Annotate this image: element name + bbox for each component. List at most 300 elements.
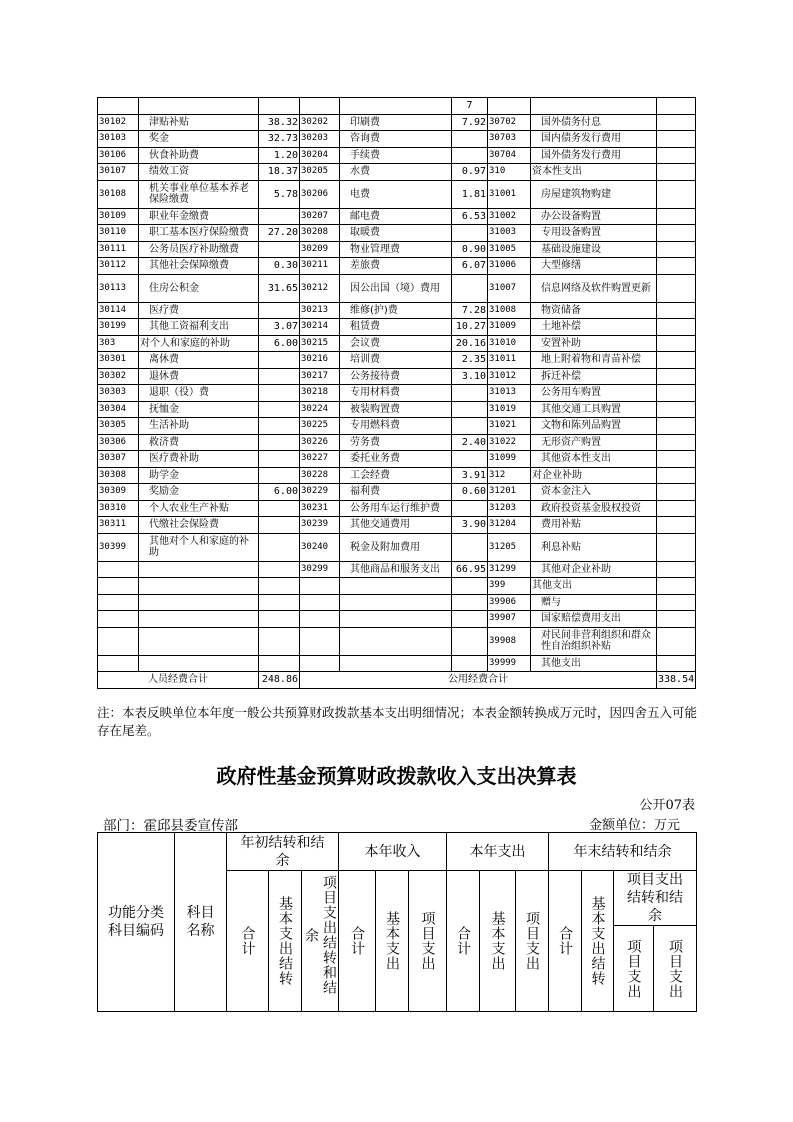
econ-name-cell: 利息补贴 [531, 533, 657, 561]
amount-cell [657, 484, 696, 501]
econ-name-cell: 土地补偿 [531, 319, 657, 336]
amount-cell [657, 561, 696, 578]
econ-code-cell: 30207 [300, 208, 340, 225]
econ-code-cell [300, 627, 340, 655]
amount-cell: 32.73 [259, 131, 300, 148]
econ-code-cell: 30302 [98, 368, 139, 385]
public-total-value: 338.54 [657, 672, 696, 689]
amount-cell: 6.07 [452, 258, 488, 275]
econ-name-cell: 基础设施建设 [531, 241, 657, 258]
econ-name-cell: 维修(护)费 [340, 302, 452, 319]
econ-name-cell: 劳务费 [340, 434, 452, 451]
econ-code-cell: 30227 [300, 451, 340, 468]
amount-cell [657, 208, 696, 225]
econ-code-cell: 31299 [488, 561, 531, 578]
amount-cell [452, 225, 488, 242]
amount-cell [657, 302, 696, 319]
econ-name-cell: 伙食补助费 [139, 147, 259, 164]
econ-name-cell [340, 578, 452, 595]
econ-code-cell: 30106 [98, 147, 139, 164]
econ-code-cell: 30205 [300, 164, 340, 181]
econ-code-cell: 31205 [488, 533, 531, 561]
econ-code-cell: 39906 [488, 594, 531, 611]
amount-cell [657, 451, 696, 468]
amount-cell [657, 98, 696, 115]
econ-name-cell: 手续费 [340, 147, 452, 164]
econ-name-cell: 政府投资基金股权投资 [531, 500, 657, 517]
header-expenditure-project: 项目支出 [524, 911, 541, 971]
header-opening-basic: 基本支出结转 [277, 896, 293, 986]
amount-cell [452, 533, 488, 561]
econ-code-cell: 30231 [300, 500, 340, 517]
econ-code-cell: 39999 [488, 655, 531, 672]
econ-code-cell [98, 561, 139, 578]
econ-code-cell: 30108 [98, 180, 139, 208]
econ-name-cell [139, 627, 259, 655]
amount-cell [657, 131, 696, 148]
econ-name-cell: 会议费 [340, 335, 452, 352]
amount-cell: 10.27 [452, 319, 488, 336]
econ-name-cell: 公务接待费 [340, 368, 452, 385]
amount-cell: 7 [452, 98, 488, 115]
econ-name-cell: 资本金注入 [531, 484, 657, 501]
econ-name-cell: 退职（役）费 [139, 385, 259, 402]
econ-code-cell [300, 578, 340, 595]
econ-code-cell: 31010 [488, 335, 531, 352]
amount-cell [452, 418, 488, 435]
table-row [98, 418, 696, 435]
econ-name-cell: 离休费 [139, 352, 259, 369]
table-row [98, 352, 696, 369]
econ-name-cell: 国外债务付息 [531, 114, 657, 131]
econ-code-cell: 31201 [488, 484, 531, 501]
econ-code-cell: 30306 [98, 434, 139, 451]
table-row [98, 578, 696, 595]
econ-name-cell: 电费 [340, 180, 452, 208]
econ-name-cell: 专用材料费 [340, 385, 452, 402]
amount-cell [657, 418, 696, 435]
econ-code-cell: 30299 [300, 561, 340, 578]
econ-code-cell [300, 655, 340, 672]
department-label: 部门：霍邱县委宣传部 [103, 818, 238, 834]
econ-name-cell: 物资储备 [531, 302, 657, 319]
econ-name-cell: 专用设备购置 [531, 225, 657, 242]
econ-name-cell: 绩效工资 [139, 164, 259, 181]
amount-cell: 31.65 [259, 274, 300, 302]
econ-name-cell: 住房公积金 [139, 274, 259, 302]
table-row [98, 335, 696, 352]
econ-name-cell: 税金及附加费用 [340, 533, 452, 561]
amount-cell [657, 611, 696, 628]
header-income-total: 合计 [349, 926, 366, 956]
econ-code-cell: 30702 [488, 114, 531, 131]
econ-code-cell: 30307 [98, 451, 139, 468]
econ-name-cell: 国家赔偿费用支出 [531, 611, 657, 628]
amount-cell: 38.32 [259, 114, 300, 131]
header-closing-project-1: 项目支出 [625, 938, 642, 999]
econ-name-cell: 培训费 [340, 352, 452, 369]
econ-name-cell: 资本性支出 [531, 164, 657, 181]
econ-name-cell: 生活补助 [139, 418, 259, 435]
econ-code-cell: 30208 [300, 225, 340, 242]
econ-name-cell: 其他支出 [531, 578, 657, 595]
econ-code-cell: 31099 [488, 451, 531, 468]
econ-name-cell: 邮电费 [340, 208, 452, 225]
amount-cell [657, 335, 696, 352]
econ-code-cell: 30225 [300, 418, 340, 435]
amount-cell: 6.00 [259, 484, 300, 501]
amount-cell: 0.60 [452, 484, 488, 501]
econ-code-cell: 31013 [488, 385, 531, 402]
personnel-total-label: 人员经费合计 [98, 672, 259, 689]
econ-name-cell: 因公出国（境）费用 [340, 274, 452, 302]
econ-code-cell: 30239 [300, 517, 340, 534]
table-row [98, 611, 696, 628]
econ-name-cell: 公务员医疗补助缴费 [139, 241, 259, 258]
amount-cell [657, 594, 696, 611]
econ-name-cell: 拆迁补偿 [531, 368, 657, 385]
econ-code-cell: 30229 [300, 484, 340, 501]
econ-code-cell [98, 578, 139, 595]
table-row [98, 319, 696, 336]
amount-cell [452, 594, 488, 611]
econ-code-cell: 30228 [300, 467, 340, 484]
amount-cell: 0.30 [259, 258, 300, 275]
table-row [98, 561, 696, 578]
econ-code-cell [488, 98, 531, 115]
econ-name-cell: 办公设备购置 [531, 208, 657, 225]
econ-code-cell: 31204 [488, 517, 531, 534]
amount-cell [657, 274, 696, 302]
page-title: 政府性基金预算财政拨款收入支出决算表 [216, 764, 577, 788]
amount-cell [657, 368, 696, 385]
econ-name-cell: 咨询费 [340, 131, 452, 148]
table-row [98, 302, 696, 319]
amount-cell [259, 451, 300, 468]
header-closing-total: 合计 [557, 926, 574, 956]
econ-name-cell: 其他对企业补助 [531, 561, 657, 578]
econ-code-cell: 30301 [98, 352, 139, 369]
table-row [98, 180, 696, 208]
amount-cell [657, 467, 696, 484]
econ-code-cell [300, 594, 340, 611]
header-opening-balance: 年初结转和结余 [240, 834, 325, 869]
econ-code-cell: 30240 [300, 533, 340, 561]
amount-cell [259, 241, 300, 258]
econ-code-cell [300, 611, 340, 628]
table-row [98, 274, 696, 302]
amount-cell [657, 578, 696, 595]
amount-cell [259, 368, 300, 385]
econ-name-cell [139, 594, 259, 611]
header-closing-balance: 年末结转和结余 [549, 833, 697, 871]
amount-cell [259, 611, 300, 628]
econ-code-cell: 30202 [300, 114, 340, 131]
amount-cell: 66.95 [452, 561, 488, 578]
table-row [98, 500, 696, 517]
amount-cell [657, 627, 696, 655]
econ-name-cell: 房屋建筑物购建 [531, 180, 657, 208]
table-row [98, 225, 696, 242]
econ-name-cell [340, 655, 452, 672]
header-opening-project: 项目支出结转和结余 [303, 875, 337, 995]
econ-code-cell: 30212 [300, 274, 340, 302]
econ-code-cell: 30399 [98, 533, 139, 561]
econ-code-cell: 31008 [488, 302, 531, 319]
econ-name-cell [139, 561, 259, 578]
econ-name-cell: 职工基本医疗保险缴费 [139, 225, 259, 242]
econ-name-cell: 国外债务发行费用 [531, 147, 657, 164]
econ-code-cell: 30217 [300, 368, 340, 385]
amount-cell: 3.10 [452, 368, 488, 385]
econ-name-cell: 个人农业生产补贴 [139, 500, 259, 517]
amount-cell: 2.35 [452, 352, 488, 369]
amount-cell [259, 655, 300, 672]
amount-cell: 27.20 [259, 225, 300, 242]
econ-name-cell: 其他工资福利支出 [139, 319, 259, 336]
econ-code-cell: 30311 [98, 517, 139, 534]
econ-name-cell: 被装购置费 [340, 401, 452, 418]
table-row [98, 241, 696, 258]
econ-code-cell: 30114 [98, 302, 139, 319]
econ-name-cell: 水费 [340, 164, 452, 181]
econ-name-cell [340, 594, 452, 611]
econ-name-cell: 奖金 [139, 131, 259, 148]
table-row [98, 517, 696, 534]
amount-cell [259, 352, 300, 369]
econ-name-cell: 奖励金 [139, 484, 259, 501]
amount-cell [259, 418, 300, 435]
econ-code-cell: 399 [488, 578, 531, 595]
econ-name-cell: 医疗费 [139, 302, 259, 319]
amount-cell: 6.00 [259, 335, 300, 352]
econ-code-cell: 31011 [488, 352, 531, 369]
econ-name-cell: 取暖费 [340, 225, 452, 242]
econ-code-cell [98, 98, 139, 115]
table-row [98, 627, 696, 655]
econ-code-cell: 30703 [488, 131, 531, 148]
amount-cell [259, 467, 300, 484]
econ-name-cell: 委托业务费 [340, 451, 452, 468]
econ-name-cell: 其他交通费用 [340, 517, 452, 534]
amount-cell [657, 352, 696, 369]
econ-code-cell: 30206 [300, 180, 340, 208]
econ-code-cell: 31003 [488, 225, 531, 242]
econ-code-cell: 30216 [300, 352, 340, 369]
econ-name-cell: 其他社会保障缴费 [139, 258, 259, 275]
econ-name-cell: 救济费 [139, 434, 259, 451]
header-subject-name: 科目名称 [186, 905, 215, 939]
amount-cell: 5.78 [259, 180, 300, 208]
econ-name-cell: 文物和陈列品购置 [531, 418, 657, 435]
econ-name-cell: 助学金 [139, 467, 259, 484]
econ-code-cell: 310 [488, 164, 531, 181]
econ-code-cell: 31019 [488, 401, 531, 418]
econ-name-cell: 对民间非营利组织和群众性自治组织补贴 [531, 627, 657, 655]
econ-name-cell: 国内债务发行费用 [531, 131, 657, 148]
econ-code-cell: 303 [98, 335, 139, 352]
header-expenditure-basic: 基本支出 [489, 911, 506, 971]
amount-cell [259, 578, 300, 595]
amount-cell [259, 401, 300, 418]
header-closing-basic: 基本支出结转 [589, 896, 606, 986]
econ-code-cell: 30110 [98, 225, 139, 242]
econ-code-cell: 30204 [300, 147, 340, 164]
amount-cell [259, 627, 300, 655]
econ-name-cell: 公务用车购置 [531, 385, 657, 402]
header-income-basic: 基本支出 [384, 911, 401, 971]
econ-name-cell [340, 611, 452, 628]
econ-name-cell: 福利费 [340, 484, 452, 501]
econ-code-cell: 30224 [300, 401, 340, 418]
header-function-code: 功能分类科目编码 [108, 905, 164, 939]
amount-cell: 3.90 [452, 517, 488, 534]
amount-cell [657, 401, 696, 418]
econ-name-cell: 机关事业单位基本养老保险缴费 [139, 180, 259, 208]
amount-cell [657, 500, 696, 517]
econ-name-cell [139, 578, 259, 595]
econ-code-cell: 30303 [98, 385, 139, 402]
amount-cell: 6.53 [452, 208, 488, 225]
amount-cell: 3.07 [259, 319, 300, 336]
amount-cell: 1.20 [259, 147, 300, 164]
econ-name-cell [139, 98, 259, 115]
amount-cell [259, 302, 300, 319]
fund-budget-table [97, 832, 697, 1012]
amount-cell [657, 258, 696, 275]
table-row [98, 655, 696, 672]
amount-cell: 0.90 [452, 241, 488, 258]
header-closing-project-group: 项目支出结转和结余 [627, 872, 684, 924]
amount-cell [452, 131, 488, 148]
header-income-project: 项目支出 [419, 911, 436, 971]
amount-cell: 18.37 [259, 164, 300, 181]
table-note: 注：本表反映单位本年度一般公共预算财政拨款基本支出明细情况；本表金额转换成万元时，因四舍五入可能存在尾差。 [97, 705, 698, 738]
econ-name-cell [340, 98, 452, 115]
econ-name-cell: 物业管理费 [340, 241, 452, 258]
econ-code-cell: 31012 [488, 368, 531, 385]
header-expenditure-total: 合计 [455, 926, 472, 956]
econ-code-cell: 30102 [98, 114, 139, 131]
econ-code-cell: 30226 [300, 434, 340, 451]
econ-code-cell: 31007 [488, 274, 531, 302]
header-opening-total: 合计 [239, 926, 256, 956]
econ-code-cell [98, 655, 139, 672]
amount-cell [657, 517, 696, 534]
econ-code-cell: 31021 [488, 418, 531, 435]
econ-code-cell: 30103 [98, 131, 139, 148]
amount-cell [259, 98, 300, 115]
table-row [98, 98, 696, 115]
table-row [98, 434, 696, 451]
econ-code-cell: 30211 [300, 258, 340, 275]
amount-cell [452, 578, 488, 595]
header-income: 本年收入 [339, 833, 447, 871]
econ-name-cell: 其他商品和服务支出 [340, 561, 452, 578]
econ-code-cell: 30109 [98, 208, 139, 225]
econ-name-cell: 抚恤金 [139, 401, 259, 418]
econ-name-cell: 职业年金缴费 [139, 208, 259, 225]
econ-code-cell: 31005 [488, 241, 531, 258]
econ-name-cell: 安置补助 [531, 335, 657, 352]
econ-code-cell [98, 627, 139, 655]
table-row [98, 114, 696, 131]
econ-name-cell: 专用燃料费 [340, 418, 452, 435]
econ-name-cell: 代缴社会保险费 [139, 517, 259, 534]
econ-code-cell: 30704 [488, 147, 531, 164]
amount-cell [452, 500, 488, 517]
econ-name-cell: 工会经费 [340, 467, 452, 484]
amount-cell [259, 500, 300, 517]
econ-code-cell: 31203 [488, 500, 531, 517]
table-row [98, 385, 696, 402]
amount-cell: 7.92 [452, 114, 488, 131]
amount-cell [657, 385, 696, 402]
econ-code-cell: 30111 [98, 241, 139, 258]
amount-cell [259, 434, 300, 451]
amount-cell [452, 655, 488, 672]
econ-name-cell: 费用补贴 [531, 517, 657, 534]
table-row [98, 368, 696, 385]
table-row [98, 208, 696, 225]
amount-cell [452, 611, 488, 628]
amount-cell: 2.40 [452, 434, 488, 451]
amount-cell [657, 434, 696, 451]
econ-code-cell: 30304 [98, 401, 139, 418]
table-row [98, 401, 696, 418]
table-row [98, 147, 696, 164]
header-expenditure: 本年支出 [447, 833, 549, 871]
table-row [98, 258, 696, 275]
amount-cell: 20.16 [452, 335, 488, 352]
amount-cell [452, 274, 488, 302]
econ-name-cell: 赠与 [531, 594, 657, 611]
amount-cell: 0.97 [452, 164, 488, 181]
econ-name-cell [340, 627, 452, 655]
econ-code-cell [300, 98, 340, 115]
amount-cell [259, 533, 300, 561]
amount-cell [657, 164, 696, 181]
econ-code-cell: 30308 [98, 467, 139, 484]
totals-row [98, 672, 696, 689]
econ-code-cell: 39907 [488, 611, 531, 628]
econ-name-cell: 其他交通工具购置 [531, 401, 657, 418]
econ-name-cell: 医疗费补助 [139, 451, 259, 468]
econ-code-cell: 30305 [98, 418, 139, 435]
unit-label: 金额单位：万元 [588, 818, 680, 833]
econ-name-cell [531, 98, 657, 115]
econ-name-cell: 租赁费 [340, 319, 452, 336]
amount-cell [657, 147, 696, 164]
table-row [98, 451, 696, 468]
personnel-total-value: 248.86 [259, 672, 300, 689]
econ-code-cell: 30214 [300, 319, 340, 336]
amount-cell [657, 319, 696, 336]
econ-name-cell: 其他对个人和家庭的补助 [139, 533, 259, 561]
econ-code-cell: 31009 [488, 319, 531, 336]
econ-name-cell: 退休费 [139, 368, 259, 385]
basic-expenditure-detail-table [97, 97, 696, 689]
amount-cell [657, 533, 696, 561]
econ-name-cell: 其他资本性支出 [531, 451, 657, 468]
econ-code-cell: 30203 [300, 131, 340, 148]
econ-code-cell: 30107 [98, 164, 139, 181]
econ-code-cell: 31006 [488, 258, 531, 275]
amount-cell [657, 225, 696, 242]
econ-code-cell: 312 [488, 467, 531, 484]
amount-cell [259, 517, 300, 534]
econ-code-cell: 30209 [300, 241, 340, 258]
